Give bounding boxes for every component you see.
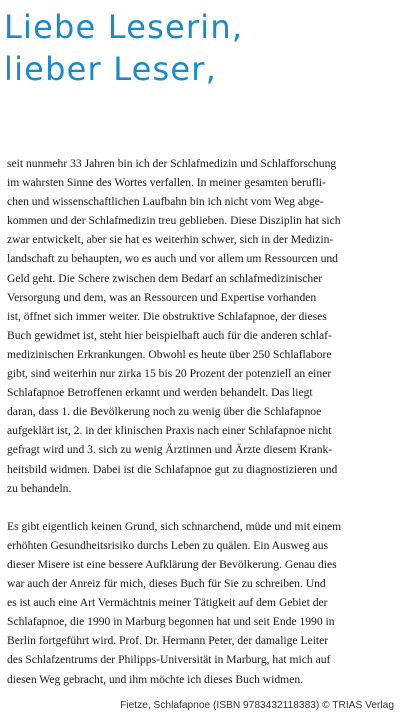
- text-line: erhöhten Gesundheitsrisiko durchs Leben zu quälen. Ein Ausweg aus: [7, 538, 329, 552]
- text-line: war auch der Anreiz für mich, dieses Buch für Sie zu schreiben. Und: [7, 577, 326, 591]
- text-line: gibt, sind weiterhin nur zirka 15 bis 20 Prozent der potenziell an einer: [7, 367, 332, 381]
- paragraph-2: [7, 517, 399, 689]
- text-line: Versorgung und dem, was an Ressourcen und Expertise vorhanden: [7, 290, 317, 304]
- text-line: Schlafapnoe Betroffenen erkannt und werden behandelt. Das liegt: [7, 386, 313, 400]
- text-line: daran, dass 1. die Bevölkerung noch zu wenig über die Schlafapnoe: [7, 405, 322, 419]
- text-line: Es gibt eigentlich keinen Grund, sich schnarchend, müde und mit einem: [7, 519, 342, 533]
- text-line: seit nunmehr 33 Jahren bin ich der Schlafmedizin und Schlafforschung: [7, 157, 337, 170]
- text-line: Buch gewidmet ist, steht hier beispielhaft auch für die anderen schlaf-: [7, 328, 332, 342]
- text-line: im wahrsten Sinne des Wortes verfallen. In meiner gesamten berufli-: [7, 176, 326, 190]
- text-line: gefragt wird und 3. sich zu wenig Ärztinnen und Ärzte diesem Krank-: [7, 443, 333, 457]
- text-line: medizinischen Erkrankungen. Obwohl es heute über 250 Schlaflabore: [7, 347, 332, 361]
- text-line: heitsbild widmen. Dabei ist die Schlafapnoe gut zu diagnostizieren und: [7, 462, 338, 476]
- text-line: kommen und der Schlafmedizin treu geblieben. Diese Disziplin hat sich: [7, 214, 341, 228]
- text-line: es ist auch eine Art Vermächtnis meiner Tätigkeit auf dem Gebiet der: [7, 596, 328, 610]
- text-line: zwar entwickelt, aber sie hat es weiterhin schwer, sich in der Medizin-: [7, 233, 334, 247]
- copyright-footer: Fietze, Schlafapnoe (ISBN 9783432118383) © TRIAS Verlag: [120, 700, 394, 711]
- text-line: zu behandeln.: [7, 481, 72, 495]
- heading-line-2: lieber Leser,: [4, 50, 218, 88]
- text-line: diesen Weg gebracht, und ihm möchte ich dieses Buch widmen.: [7, 672, 304, 686]
- text-line: landschaft zu behaupten, wo es auch und vor allem um Ressourcen und: [7, 252, 338, 266]
- text-line: dieser Misere ist eine bessere Aufklärung der Bevölkerung. Genau dies: [7, 557, 337, 571]
- text-line: ist, öffnet sich immer weiter. Die obstruktive Schlafapnoe, der dieses: [7, 309, 327, 323]
- paragraph-1: [7, 154, 399, 498]
- text-line: des Schlafzentrums der Philipps-Universität in Marburg, hat mich auf: [7, 653, 331, 667]
- heading-line-1: Liebe Leserin,: [4, 8, 244, 46]
- text-line: aufgeklärt ist, 2. in der klinischen Praxis nach einer Schlafapnoe nicht: [7, 424, 332, 438]
- text-line: Geld geht. Die Schere zwischen dem Bedarf an schlafmedizinischer: [7, 271, 323, 285]
- text-line: chen und wissenschaftlichen Laufbahn bin ich nicht vom Weg abge-: [7, 195, 324, 209]
- text-line: Berlin fortgeführt wird. Prof. Dr. Hermann Peter, der damalige Leiter: [7, 634, 329, 648]
- page-heading: [4, 6, 243, 90]
- text-line: Schlafapnoe, die 1990 in Marburg begonnen hat und seit Ende 1990 in: [7, 615, 335, 629]
- body-text: [7, 154, 399, 689]
